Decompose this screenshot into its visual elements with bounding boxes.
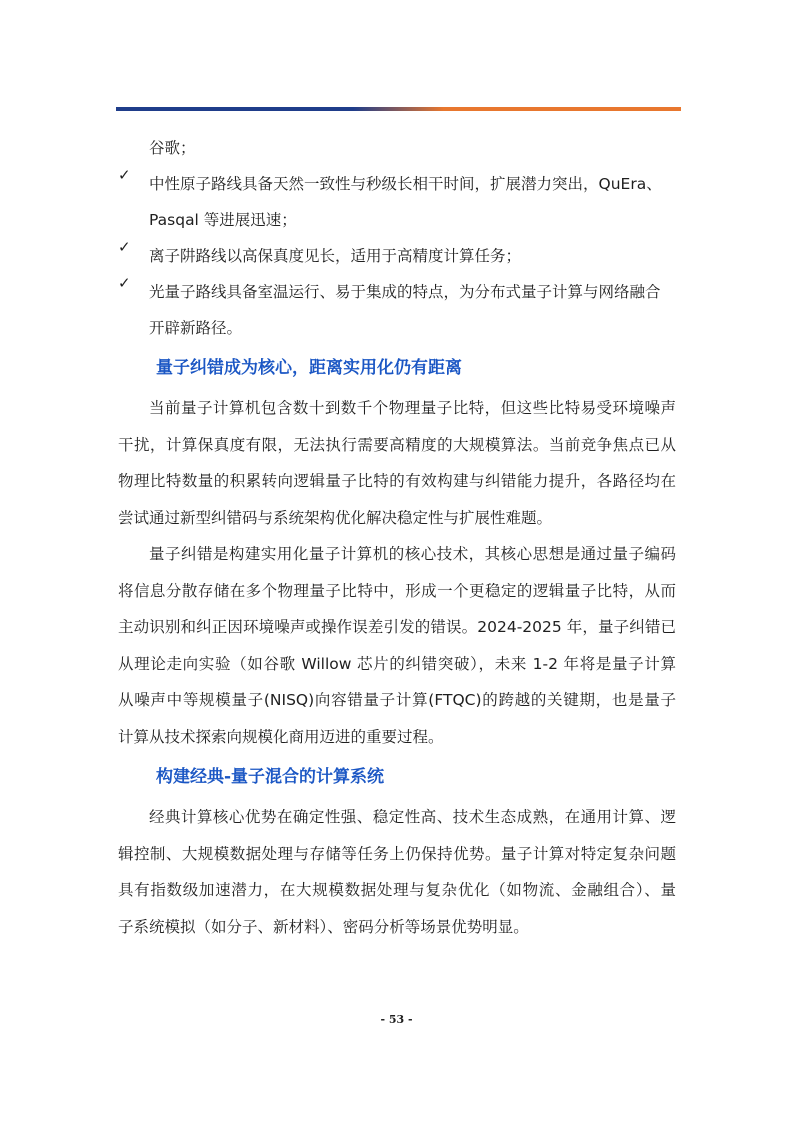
list-item-text: Pasqal 等进展迅速； — [149, 211, 297, 229]
paragraph-line: 具有指数级加速潜力，在大规模数据处理与复杂优化（如物流、金融组合）、量 — [118, 881, 676, 899]
paragraph-line: 从噪声中等规模量子(NISQ)向容错量子计算(FTQC)的跨越的关键期，也是量子 — [118, 691, 676, 709]
check-icon: ✓ — [118, 238, 131, 256]
check-icon: ✓ — [118, 166, 131, 184]
list-continuation: 谷歌； — [149, 139, 196, 157]
list-item — [118, 274, 676, 346]
paragraph-line: 经典计算核心优势在确定性强、稳定性高、技术生态成熟，在通用计算、逻 — [149, 808, 676, 826]
paragraph-line: 主动识别和纠正因环境噪声或操作误差引发的错误。2024-2025 年，量子纠错已 — [118, 618, 676, 636]
paragraph-line: 尝试通过新型纠错码与系统架构优化解决稳定性与扩展性难题。 — [118, 508, 553, 527]
paragraph — [118, 536, 676, 755]
paragraph-line: 将信息分散存储在多个物理量子比特中，形成一个更稳定的逻辑量子比特，从而 — [118, 581, 676, 600]
page-number: - 53 - — [380, 1013, 413, 1026]
paragraph-line: 量子纠错是构建实用化量子计算机的核心技术，其核心思想是通过量子编码 — [149, 545, 676, 563]
paragraph-line: 辑控制、大规模数据处理与存储等任务上仍保持优势。量子计算对特定复杂问题 — [118, 844, 676, 863]
paragraph — [118, 390, 676, 536]
paragraph-line: 物理比特数量的积累转向逻辑量子比特的有效构建与纠错能力提升，各路径均在 — [118, 472, 676, 490]
paragraph-line: 从理论走向实验（如谷歌 Willow 芯片的纠错突破），未来 1-2 年将是量子计算 — [118, 654, 676, 673]
list-item — [118, 166, 676, 238]
list-item — [118, 238, 676, 274]
section-heading: 构建经典-量子混合的计算系统 — [156, 767, 385, 787]
check-icon: ✓ — [118, 274, 131, 292]
section-heading: 量子纠错成为核心，距离实用化仍有距离 — [156, 358, 462, 378]
paragraph-line: 干扰，计算保真度有限，无法执行需要高精度的大规模算法。当前竞争焦点已从 — [118, 435, 676, 454]
paragraph — [118, 799, 676, 945]
list-item-text: 离子阱路线以高保真度见长，适用于高精度计算任务； — [149, 247, 522, 265]
paragraph-line: 当前量子计算机包含数十到数千个物理量子比特，但这些比特易受环境噪声 — [149, 399, 676, 417]
list-item-text: 光量子路线具备室温运行、易于集成的特点，为分布式量子计算与网络融合 — [149, 283, 661, 301]
paragraph-line: 子系统模拟（如分子、新材料）、密码分析等场景优势明显。 — [118, 917, 529, 936]
paragraph-line: 计算从技术探索向规模化商用迈进的重要过程。 — [118, 727, 444, 746]
document-body — [118, 130, 676, 945]
list-item-text: 中性原子路线具备天然一致性与秒级长相干时间，扩展潜力突出，QuEra、 — [149, 175, 662, 193]
list-item-text: 开辟新路径。 — [149, 319, 243, 337]
header-rule — [116, 107, 681, 111]
